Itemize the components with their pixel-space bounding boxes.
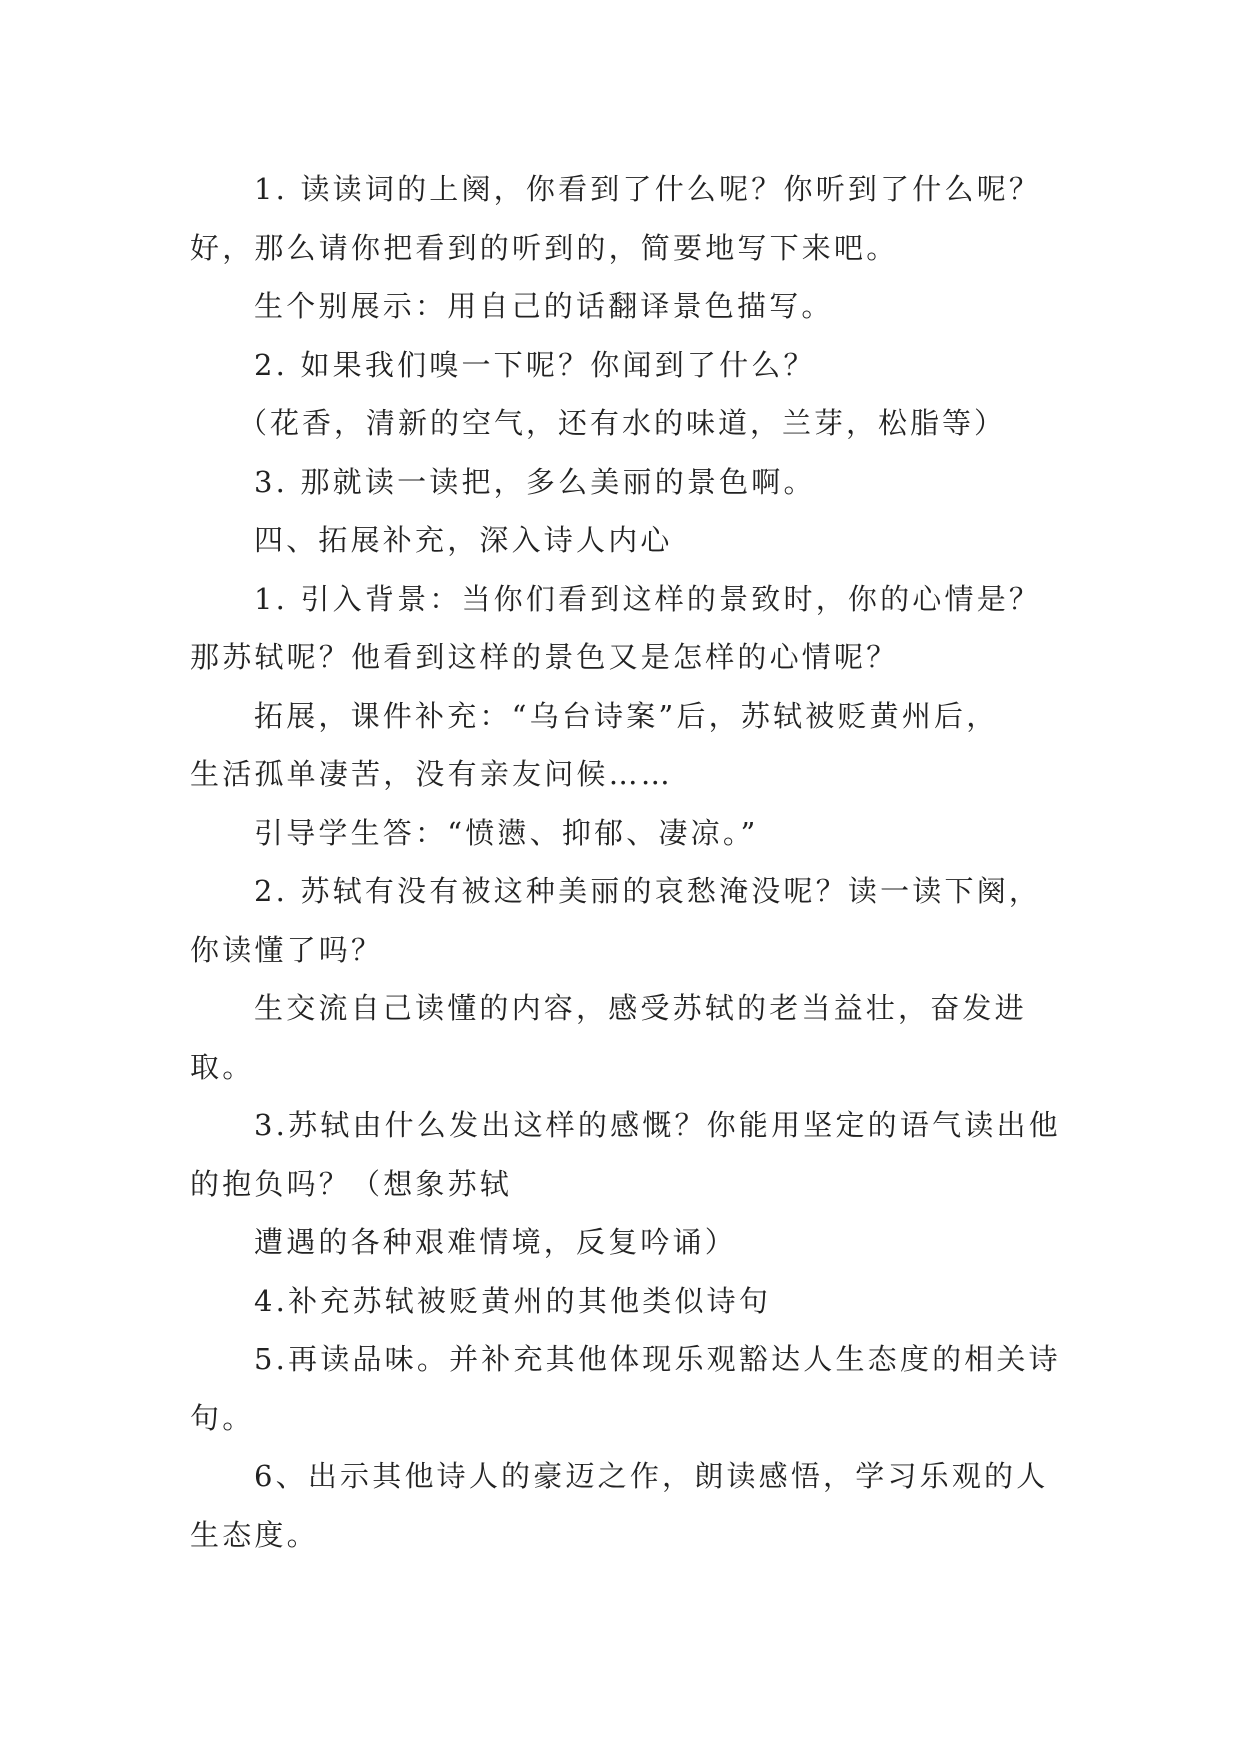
paragraph: （花香，清新的空气，还有水的味道，兰芽，松脂等） <box>238 406 1007 440</box>
paragraph: 4.补充苏轼被贬黄州的其他类似诗句 <box>254 1283 772 1318</box>
paragraph: 生活孤单凄苦，没有亲友问候…… <box>190 757 674 791</box>
paragraph: 生个别展示：用自己的话翻译景色描写。 <box>254 289 834 323</box>
paragraph: 2. 苏轼有没有被这种美丽的哀愁淹没呢？读一读下阕，你读懂了吗？ <box>190 874 1042 967</box>
paragraph: 2. 如果我们嗅一下呢？你闻到了什么？ <box>254 347 816 382</box>
paragraph: 3. 那就读一读把，多么美丽的景色啊。 <box>254 464 816 499</box>
paragraph: 遭遇的各种艰难情境，反复吟诵） <box>254 1225 738 1259</box>
document-body <box>190 160 1070 1564</box>
paragraph: 3.苏轼由什么发出这样的感慨？你能用坚定的语气读出他的抱负吗？（想象苏轼 <box>190 1108 1061 1201</box>
paragraph: 生交流自己读懂的内容，感受苏轼的老当益壮，奋发进取。 <box>190 991 1027 1084</box>
paragraph: 1. 读读词的上阕，你看到了什么呢？你听到了什么呢？好，那么请你把看到的听到的，简要地写下来吧。 <box>190 172 1042 265</box>
paragraph: 6、出示其他诗人的豪迈之作，朗读感悟，学习乐观的人生态度。 <box>190 1459 1049 1552</box>
paragraph: 1. 引入背景：当你们看到这样的景致时，你的心情是？那苏轼呢？他看到这样的景色又是怎样的心情呢？ <box>190 581 1042 674</box>
section-heading: 四、拓展补充，深入诗人内心 <box>254 523 673 557</box>
paragraph: 拓展，课件补充：“乌台诗案”后，苏轼被贬黄州后， <box>254 698 999 733</box>
paragraph: 5.再读品味。并补充其他体现乐观豁达人生态度的相关诗句。 <box>190 1342 1061 1435</box>
paragraph: 引导学生答：“愤懑、抑郁、凄凉。” <box>254 815 759 850</box>
